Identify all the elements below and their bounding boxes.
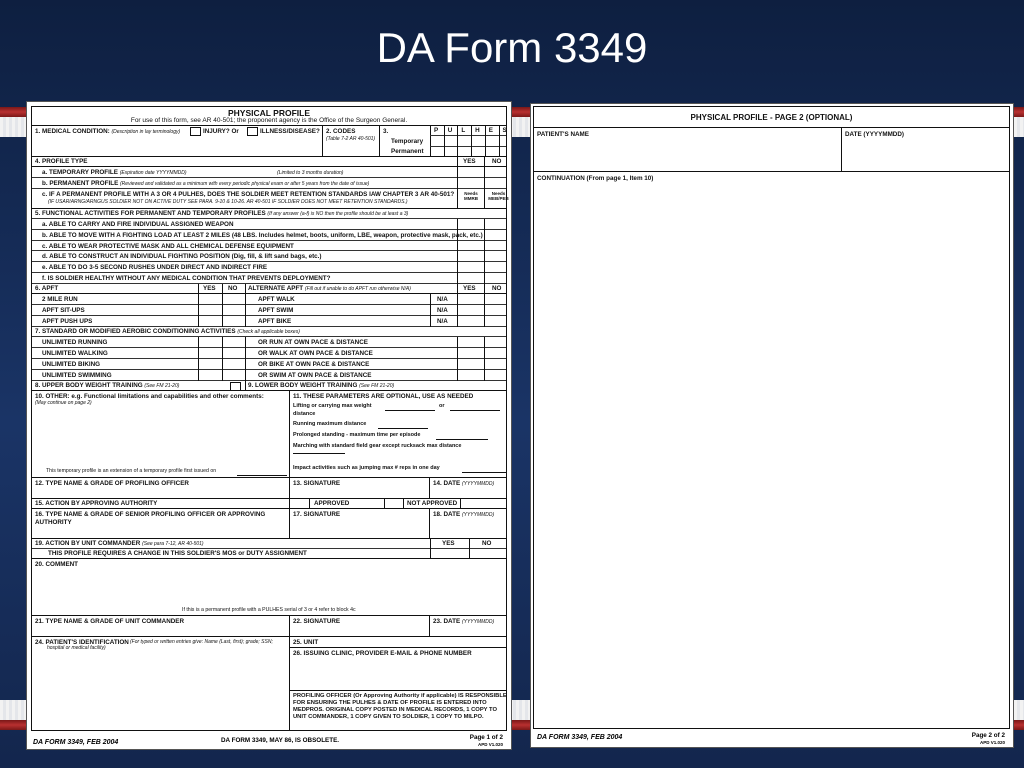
item7-label: 7. STANDARD OR MODIFIED AEROBIC CONDITIONING ACTIVITIES (Check all applicable boxes) bbox=[35, 328, 300, 335]
na-label: N/A bbox=[437, 307, 448, 314]
item18-label: 18. DATE (YYYYMMDD) bbox=[433, 511, 495, 518]
slide-title: DA Form 3349 bbox=[376, 24, 648, 71]
functional-row-label: d. ABLE TO CONSTRUCT AN INDIVIDUAL FIGHTING POSITION (Dig, fill, & lift sand bags, etc.) bbox=[42, 253, 322, 261]
na-label: N/A bbox=[437, 318, 448, 325]
form-title: PHYSICAL PROFILE bbox=[227, 108, 311, 118]
column-divider bbox=[430, 305, 431, 316]
row-functional-header bbox=[32, 209, 506, 219]
functional-yes-cell[interactable] bbox=[458, 262, 484, 273]
column-divider bbox=[245, 294, 246, 305]
form-body bbox=[31, 106, 507, 731]
column-divider bbox=[245, 316, 246, 327]
row-comment bbox=[32, 559, 506, 616]
pulhes-divider bbox=[457, 126, 458, 157]
column-divider bbox=[484, 337, 485, 348]
item21-label: 21. TYPE NAME & GRADE OF UNIT COMMANDER bbox=[35, 618, 185, 625]
functional-row bbox=[32, 273, 506, 284]
item24-note: (For typed or written entries give: Name (Last, first); grade; SSN; hospital or medical facility) bbox=[47, 639, 273, 651]
page1-obsolete: DA FORM 3349, MAY 86, IS OBSOLETE. bbox=[221, 737, 340, 744]
functional-no-cell[interactable] bbox=[485, 219, 512, 230]
item10-extension: This temporary profile is an extension of a temporary profile first issued on bbox=[46, 468, 217, 474]
alt-no-header: NO bbox=[492, 285, 502, 292]
column-divider bbox=[457, 337, 458, 348]
form-subtitle: For use of this form, see AR 40-501; the proponent agency is the Office of the Surgeon General. bbox=[130, 117, 408, 124]
alt-event-label: APFT SWIM bbox=[258, 307, 294, 314]
item8-label: 8. UPPER BODY WEIGHT TRAINING (See FM 21-20) bbox=[35, 382, 180, 389]
row-senior-officer bbox=[32, 509, 506, 539]
column-divider bbox=[457, 348, 458, 359]
functional-row-label: e. ABLE TO DO 3-5 SECOND RUSHES UNDER DIRECT AND INDIRECT FIRE bbox=[42, 264, 268, 272]
functional-row bbox=[32, 230, 506, 241]
item26-label: 26. ISSUING CLINIC, PROVIDER E-MAIL & PHONE NUMBER bbox=[293, 650, 472, 657]
column-divider bbox=[245, 370, 246, 381]
column-divider bbox=[198, 370, 199, 381]
page2-header bbox=[534, 107, 1009, 128]
item5-label: 5. FUNCTIONAL ACTIVITIES FOR PERMANENT AND TEMPORARY PROFILES (If any answer (a-f) is NO then the profile should be at least a 3) bbox=[35, 210, 409, 217]
functional-row-label: b. ABLE TO MOVE WITH A FIGHTING LOAD AT LEAST 2 MILES (48 LBS. Includes helmet, boots, uniform, LBE, weapon, protective mask, pack, etc.) bbox=[42, 231, 483, 239]
row-other-parameters bbox=[32, 391, 506, 478]
apft-row bbox=[32, 305, 506, 316]
item24-label: 24. PATIENT'S IDENTIFICATION bbox=[35, 639, 129, 646]
running-label: Running maximum distance bbox=[293, 421, 367, 427]
functional-no-cell[interactable] bbox=[485, 251, 512, 262]
item16-label: 16. TYPE NAME & GRADE OF SENIOR PROFILING OFFICER OR APPROVING AUTHORITY bbox=[35, 511, 266, 526]
item4a-label: a. TEMPORARY PROFILE (Expiration date YYYYMMDD) bbox=[42, 169, 187, 176]
illness-label: ILLNESS/DISEASE? bbox=[260, 128, 320, 135]
impact-label: Impact activities such as jumping max # reps in one day bbox=[293, 465, 440, 471]
row-retention bbox=[32, 189, 509, 209]
alt-event-label: APFT BIKE bbox=[258, 318, 292, 325]
functional-row bbox=[32, 251, 506, 262]
apft-no-header: NO bbox=[228, 285, 238, 292]
alt-event-label: APFT WALK bbox=[258, 296, 295, 303]
marching-label: Marching with standard field gear except rucksack max distance bbox=[293, 443, 462, 449]
form-header bbox=[32, 107, 506, 126]
pulhes-divider bbox=[471, 126, 472, 157]
page1-page-number: Page 1 of 2 bbox=[469, 734, 503, 741]
item11-label: 11. THESE PARAMETERS ARE OPTIONAL, USE AS NEEDED bbox=[293, 393, 474, 400]
functional-no-cell[interactable] bbox=[485, 230, 512, 241]
form-body-2 bbox=[533, 106, 1010, 729]
injury-checkbox[interactable] bbox=[190, 127, 201, 136]
page2-form-number: DA FORM 3349, FEB 2004 bbox=[537, 734, 623, 741]
distance-label: distance bbox=[293, 411, 316, 417]
column-divider bbox=[245, 348, 246, 359]
aerobic-left-label: UNLIMITED WALKING bbox=[42, 350, 108, 357]
na-label: N/A bbox=[437, 296, 448, 303]
item15-label: 15. ACTION BY APPROVING AUTHORITY bbox=[35, 500, 158, 507]
pulhes-divider bbox=[485, 126, 486, 157]
permanent-label: Permanent bbox=[391, 148, 424, 155]
row-medical-condition bbox=[32, 126, 506, 157]
functional-row-label: f. IS SOLDIER HEALTHY WITHOUT ANY MEDICAL CONDITION THAT PREVENTS DEPLOYMENT? bbox=[42, 275, 331, 282]
functional-row-label: c. ABLE TO WEAR PROTECTIVE MASK AND ALL CHEMICAL DEFENSE EQUIPMENT bbox=[42, 242, 294, 250]
column-divider bbox=[222, 294, 223, 305]
apft-yes-header: YES bbox=[203, 285, 216, 292]
item4b-label: b. PERMANENT PROFILE (Reviewed and validated as a minimum with every periodic physical exam or after 5 years from the date of issue) bbox=[42, 180, 370, 187]
column-divider bbox=[222, 337, 223, 348]
item19-label: 19. ACTION BY UNIT COMMANDER (See para 7-12, AR 40-501) bbox=[35, 540, 204, 547]
row-temporary-profile bbox=[32, 167, 506, 178]
injury-label: INJURY? Or bbox=[203, 128, 239, 135]
item22-label: 22. SIGNATURE bbox=[293, 618, 341, 625]
needs-meb: Needs MEB/PEB bbox=[488, 191, 509, 202]
item4c-label: c. IF A PERMANENT PROFILE WITH A 3 OR 4 PULHES, DOES THE SOLDIER MEET RETENTION STANDARDS IAW CHAPTER 3 AR 40-501? bbox=[42, 191, 455, 198]
continuation-label: CONTINUATION (From page 1, Item 10) bbox=[537, 175, 654, 182]
column-divider bbox=[430, 316, 431, 327]
column-divider bbox=[198, 316, 199, 327]
column-divider bbox=[222, 305, 223, 316]
apft-event-label: APFT PUSH UPS bbox=[42, 318, 93, 325]
form-page-2 bbox=[530, 103, 1014, 748]
row-patient-identification bbox=[32, 637, 506, 730]
page1-apd: APD V1.020 bbox=[477, 742, 503, 747]
column-divider bbox=[457, 359, 458, 370]
item19-row: THIS PROFILE REQUIRES A CHANGE IN THIS SOLDIER'S MOS or DUTY ASSIGNMENT bbox=[48, 550, 307, 557]
functional-row bbox=[32, 241, 506, 252]
column-divider bbox=[484, 370, 485, 381]
item13-label: 13. SIGNATURE bbox=[293, 480, 341, 487]
pulhes-letter-l: L bbox=[461, 127, 466, 134]
unit-yes-header: YES bbox=[442, 540, 455, 547]
functional-no-cell[interactable] bbox=[485, 273, 512, 284]
functional-no-cell[interactable] bbox=[485, 241, 512, 252]
aerobic-row bbox=[32, 337, 506, 348]
page2-apd: APD V1.020 bbox=[979, 740, 1005, 745]
column-divider bbox=[484, 348, 485, 359]
item9-label: 9. LOWER BODY WEIGHT TRAINING (See FM 21-20) bbox=[248, 382, 395, 389]
column-divider bbox=[198, 305, 199, 316]
functional-yes-cell[interactable] bbox=[458, 273, 484, 284]
row-weight-training bbox=[32, 381, 506, 391]
lifting-label: Lifting or carrying max weight bbox=[293, 403, 372, 409]
item10-label: 10. OTHER: e.g. Functional limitations and capabilities and other comments: bbox=[35, 393, 264, 400]
column-divider bbox=[484, 294, 485, 305]
row-unit-commander bbox=[32, 616, 506, 637]
functional-yes-cell[interactable] bbox=[458, 251, 484, 262]
item20-note: If this is a permanent profile with a PULHES serial of 3 or 4 refer to block 4c bbox=[182, 607, 356, 613]
approved-label: APPROVED bbox=[314, 500, 350, 507]
column-divider bbox=[457, 370, 458, 381]
aerobic-right-label: OR WALK AT OWN PACE & DISTANCE bbox=[258, 350, 373, 357]
officer-note: PROFILING OFFICER (Or Approving Authority if applicable) IS RESPONSIBLE FOR ENSURING THE PULHES & DATE OF PROFILE IS ENTERED INTO MEDPROS. ORIGINAL COPY POSTED IN MEDICAL RECORDS, 1 COPY TO UNIT COMMANDER, 1 COPY GIVEN TO SOLDIER, 1 COPY TO MILPO. bbox=[293, 693, 507, 720]
page2-page-number: Page 2 of 2 bbox=[971, 732, 1005, 739]
item14-label: 14. DATE (YYYYMMDD) bbox=[433, 480, 495, 487]
item20-label: 20. COMMENT bbox=[35, 561, 79, 568]
item1-label: 1. MEDICAL CONDITION: (Description in lay terminology) bbox=[35, 128, 181, 135]
page2-date-label: DATE (YYYYMMDD) bbox=[845, 131, 905, 138]
page2-name-row bbox=[534, 128, 1009, 172]
column-divider bbox=[430, 294, 431, 305]
column-divider bbox=[222, 370, 223, 381]
upper-body-checkbox[interactable] bbox=[230, 382, 241, 391]
row-apft-header bbox=[32, 284, 506, 294]
item6-label: 6. APFT bbox=[35, 285, 59, 292]
row-aerobic-header bbox=[32, 327, 506, 337]
pulhes-divider bbox=[444, 126, 445, 157]
functional-row bbox=[32, 262, 506, 273]
needs-mmrb: Needs MMRB bbox=[464, 191, 478, 202]
pulhes-letter-p: P bbox=[434, 127, 439, 134]
standing-label: Prolonged standing - maximum time per episode bbox=[293, 432, 421, 438]
alt-apft-label: ALTERNATE APFT (Fill out if unable to do APFT run otherwise N/A) bbox=[248, 285, 411, 292]
column-divider bbox=[457, 316, 458, 327]
pulhes-letter-s: S bbox=[502, 127, 507, 134]
column-divider bbox=[198, 348, 199, 359]
illness-checkbox[interactable] bbox=[247, 127, 258, 136]
page1-form-number: DA FORM 3349, FEB 2004 bbox=[33, 739, 119, 746]
column-divider bbox=[484, 359, 485, 370]
aerobic-left-label: UNLIMITED SWIMMING bbox=[42, 372, 112, 379]
aerobic-row bbox=[32, 370, 506, 381]
aerobic-row bbox=[32, 359, 506, 370]
aerobic-row bbox=[32, 348, 506, 359]
unit-no-header: NO bbox=[482, 540, 492, 547]
column-divider bbox=[245, 337, 246, 348]
aerobic-left-label: UNLIMITED BIKING bbox=[42, 361, 101, 368]
codes-note: (Table 7-2 AR 40-501) bbox=[326, 136, 376, 142]
pulhes-letter-u: U bbox=[447, 127, 453, 134]
item25-label: 25. UNIT bbox=[293, 639, 319, 646]
temporary-label: Temporary bbox=[391, 138, 424, 145]
patient-name-label: PATIENT'S NAME bbox=[537, 131, 589, 138]
functional-yes-cell[interactable] bbox=[458, 241, 484, 252]
codes-label: 2. CODES bbox=[326, 128, 356, 135]
column-divider bbox=[457, 305, 458, 316]
column-divider bbox=[484, 316, 485, 327]
functional-row-label: a. ABLE TO CARRY AND FIRE INDIVIDUAL ASSIGNED WEAPON bbox=[42, 221, 234, 228]
pulhes-letter-h: H bbox=[475, 127, 480, 134]
item23-label: 23. DATE (YYYYMMDD) bbox=[433, 618, 495, 625]
functional-yes-cell[interactable] bbox=[458, 230, 484, 241]
apft-row bbox=[32, 316, 506, 327]
apft-event-label: 2 MILE RUN bbox=[42, 296, 78, 303]
item4a-limit: (Limited to 3 months duration) bbox=[277, 170, 344, 176]
functional-row bbox=[32, 219, 506, 230]
pulhes-divider bbox=[499, 126, 500, 157]
row-approving-authority bbox=[32, 499, 506, 509]
aerobic-right-label: OR RUN AT OWN PACE & DISTANCE bbox=[258, 339, 368, 346]
column-divider bbox=[457, 294, 458, 305]
row-profiling-officer bbox=[32, 478, 506, 499]
yes-header: YES bbox=[463, 158, 476, 165]
row-profile-type bbox=[32, 157, 506, 167]
row-permanent-profile bbox=[32, 178, 506, 189]
column-divider bbox=[198, 359, 199, 370]
apft-row bbox=[32, 294, 506, 305]
item12-label: 12. TYPE NAME & GRADE OF PROFILING OFFICER bbox=[35, 480, 189, 487]
aerobic-right-label: OR BIKE AT OWN PACE & DISTANCE bbox=[258, 361, 370, 368]
column-divider bbox=[222, 316, 223, 327]
column-divider bbox=[245, 305, 246, 316]
alt-yes-header: YES bbox=[463, 285, 476, 292]
column-divider bbox=[484, 305, 485, 316]
row-mos-change bbox=[32, 549, 506, 559]
column-divider bbox=[222, 348, 223, 359]
form-page-1 bbox=[26, 101, 512, 750]
pulhes-letter-e: E bbox=[488, 127, 493, 134]
functional-no-cell[interactable] bbox=[485, 262, 512, 273]
item4-label: 4. PROFILE TYPE bbox=[35, 158, 88, 165]
not-approved-label: NOT APPROVED bbox=[407, 500, 458, 507]
page2-title: PHYSICAL PROFILE - PAGE 2 (OPTIONAL) bbox=[690, 113, 853, 122]
item3-label: 3. bbox=[383, 128, 389, 135]
column-divider bbox=[198, 337, 199, 348]
lifting-or: or bbox=[439, 403, 445, 409]
item4c-note: (IF USAR/ARNG/ARNGUS SOLDIER NOT ON ACTIVE DUTY SEE PARA. 9-10 & 10-26. AR 40-501 IF SOLDIER DOES NOT MEET RETENTION STANDARDS.) bbox=[48, 199, 408, 205]
row-unit-commander-action bbox=[32, 539, 506, 549]
column-divider bbox=[245, 359, 246, 370]
column-divider bbox=[198, 294, 199, 305]
functional-yes-cell[interactable] bbox=[458, 219, 484, 230]
aerobic-right-label: OR SWIM AT OWN PACE & DISTANCE bbox=[258, 372, 372, 379]
item17-label: 17. SIGNATURE bbox=[293, 511, 341, 518]
item10-note: (May continue on page 2) bbox=[35, 400, 92, 406]
apft-event-label: APFT SIT-UPS bbox=[42, 307, 85, 314]
column-divider bbox=[222, 359, 223, 370]
aerobic-left-label: UNLIMITED RUNNING bbox=[42, 339, 108, 346]
no-header: NO bbox=[492, 158, 502, 165]
